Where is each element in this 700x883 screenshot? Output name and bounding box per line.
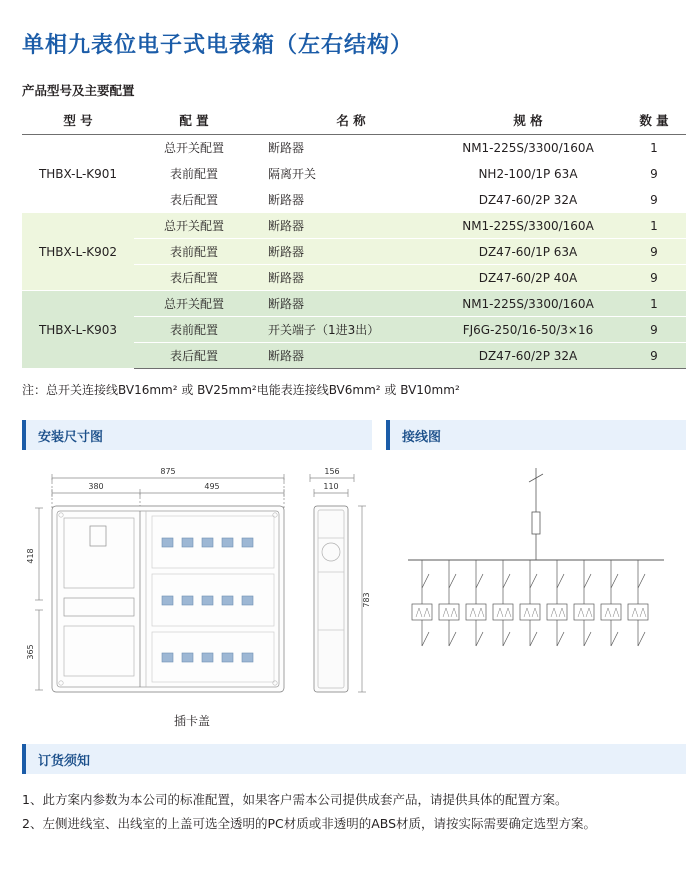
cell-name: 断路器 <box>254 291 434 317</box>
order-notice-list <box>22 788 682 836</box>
cell-config: 表前配置 <box>134 239 254 265</box>
section-header-dimension-label: 安装尺寸图 <box>38 429 104 445</box>
cell-spec: NH2-100/1P 63A <box>434 161 622 187</box>
cell-config: 表前配置 <box>134 317 254 343</box>
section-header-wiring-label: 接线图 <box>402 429 442 445</box>
cell-qty: 9 <box>622 317 686 343</box>
cell-name: 断路器 <box>254 187 434 213</box>
side-view-caption: 插卡盖 <box>173 714 210 728</box>
cell-name: 开关端子（1进3出） <box>254 317 434 343</box>
cell-qty: 9 <box>622 161 686 187</box>
cell-model: THBX-L-K901 <box>22 135 134 213</box>
cell-config: 总开关配置 <box>134 291 254 317</box>
cell-config: 表前配置 <box>134 161 254 187</box>
cell-qty: 1 <box>622 213 686 239</box>
wiring-diagram-svg <box>386 460 686 710</box>
table-header-row <box>22 107 686 135</box>
cell-spec: DZ47-60/2P 32A <box>434 343 622 369</box>
dim-width-total: 875 <box>160 467 176 476</box>
cell-qty: 1 <box>622 135 686 161</box>
dim-width-left: 380 <box>88 482 104 491</box>
cell-config: 总开关配置 <box>134 135 254 161</box>
col-header-config: 配 置 <box>134 107 254 135</box>
order-notice-section <box>18 744 682 836</box>
cell-model: THBX-L-K903 <box>22 291 134 369</box>
dim-width-right: 495 <box>204 482 220 491</box>
dimension-drawing-svg <box>22 460 372 712</box>
section-header-wiring <box>386 420 686 450</box>
dim-side-inner: 110 <box>323 482 339 491</box>
section-subtitle: 产品型号及主要配置 <box>22 83 135 98</box>
section-header-dimension <box>22 420 372 450</box>
cell-name: 断路器 <box>254 343 434 369</box>
cell-spec: FJ6G-250/16-50/3×16 <box>434 317 622 343</box>
table-row <box>22 291 686 317</box>
table-footnote: 注：总开关连接线BV16mm² 或 BV25mm²电能表连接线BV6mm² 或 BV10mm² <box>22 383 460 397</box>
cell-spec: NM1-225S/3300/160A <box>434 291 622 317</box>
cell-name: 断路器 <box>254 213 434 239</box>
col-header-model: 型 号 <box>22 107 134 135</box>
cell-config: 表后配置 <box>134 265 254 291</box>
cell-name: 隔离开关 <box>254 161 434 187</box>
list-item: 1、此方案内参数为本公司的标准配置，如果客户需本公司提供成套产品，请提供具体的配置方案。 <box>22 792 568 807</box>
cell-config: 总开关配置 <box>134 213 254 239</box>
dim-height-right: 783 <box>362 592 371 608</box>
cell-qty: 9 <box>622 343 686 369</box>
section-header-order-label: 订货须知 <box>38 753 91 769</box>
section-header-order <box>22 744 686 774</box>
cell-qty: 9 <box>622 265 686 291</box>
col-header-spec: 规 格 <box>434 107 622 135</box>
col-header-qty: 数 量 <box>622 107 686 135</box>
cell-qty: 9 <box>622 187 686 213</box>
cell-spec: NM1-225S/3300/160A <box>434 135 622 161</box>
wiring-diagram <box>386 460 686 718</box>
cell-name: 断路器 <box>254 265 434 291</box>
cell-model: THBX-L-K902 <box>22 213 134 291</box>
table-row <box>22 213 686 239</box>
dim-height-left-upper: 418 <box>26 548 35 564</box>
cell-spec: DZ47-60/2P 40A <box>434 265 622 291</box>
cell-qty: 9 <box>622 239 686 265</box>
dimension-drawing <box>22 460 372 728</box>
cell-config: 表后配置 <box>134 343 254 369</box>
cell-config: 表后配置 <box>134 187 254 213</box>
drawings-row <box>18 420 682 728</box>
cell-spec: NM1-225S/3300/160A <box>434 213 622 239</box>
dimension-drawing-column <box>22 420 372 728</box>
cell-qty: 1 <box>622 291 686 317</box>
table-row <box>22 135 686 161</box>
cell-name: 断路器 <box>254 135 434 161</box>
wiring-diagram-column <box>386 420 686 718</box>
cell-spec: DZ47-60/2P 32A <box>434 187 622 213</box>
page-title: 单相九表位电子式电表箱（左右结构） <box>22 33 414 58</box>
col-header-name: 名 称 <box>254 107 434 135</box>
dim-height-left-lower: 365 <box>26 644 35 660</box>
spec-table <box>22 107 686 369</box>
dim-side-depth: 156 <box>324 467 340 476</box>
cell-spec: DZ47-60/1P 63A <box>434 239 622 265</box>
cell-name: 断路器 <box>254 239 434 265</box>
list-item: 2、左侧进线室、出线室的上盖可选全透明的PC材质或非透明的ABS材质，请按实际需要确定选型方案。 <box>22 815 597 831</box>
